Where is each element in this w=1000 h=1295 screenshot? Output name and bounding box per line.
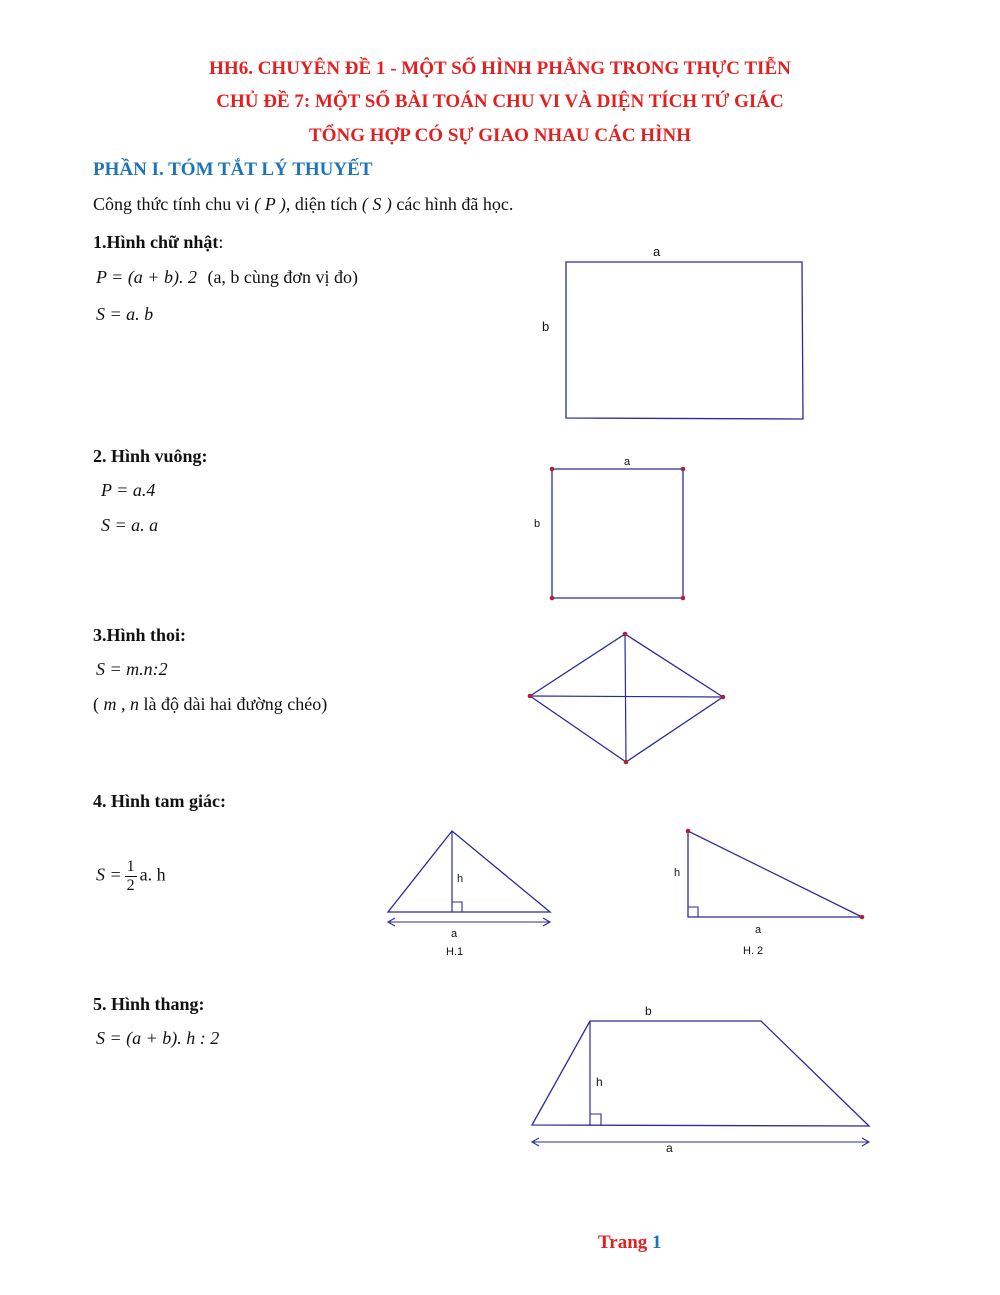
fraction-numerator: 1 — [126, 858, 135, 875]
document-title-line1: HH6. CHUYÊN ĐỀ 1 - MỘT SỐ HÌNH PHẲNG TRONG THỰC TIỄN — [209, 58, 791, 79]
triangle2-label-h: h — [674, 867, 681, 879]
triangle-heading: 4. Hình tam giác: — [93, 791, 226, 811]
page-footer — [598, 1232, 662, 1254]
triangle-area-left: S = — [96, 864, 122, 885]
triangle2-vertex-dot — [686, 829, 691, 834]
rhombus-diagonal-m — [530, 696, 723, 697]
square-figure — [534, 456, 685, 600]
rhombus-vertex-dot — [721, 695, 726, 700]
rhombus-note-rest: là độ dài hai đường chéo) — [143, 694, 328, 714]
rectangle-label-a: a — [653, 244, 661, 259]
triangle1-label-a: a — [451, 928, 458, 940]
rhombus-area-formula: S = m.n:2 — [96, 659, 168, 679]
rhombus-figure — [528, 632, 726, 765]
footer-page-number: 1 — [652, 1232, 662, 1253]
rhombus-note-open: ( — [93, 694, 99, 714]
right-angle-mark — [688, 907, 698, 917]
triangle2-label-a: a — [755, 924, 762, 936]
rhombus-shape — [530, 634, 723, 762]
rectangle-area-formula: S = a. b — [96, 304, 154, 324]
triangle1-label-h: h — [457, 873, 464, 885]
rectangle-label-b: b — [542, 319, 550, 334]
triangle1-caption: H.1 — [446, 946, 464, 958]
rectangle-heading-text: 1.Hình chữ nhật — [93, 232, 219, 252]
footer-page-word: Trang — [598, 1232, 648, 1253]
square-area-formula: S = a. a — [101, 515, 159, 535]
square-vertex-dot — [681, 596, 686, 601]
section-heading: PHẦN I. TÓM TẮT LÝ THUYẾT — [93, 159, 373, 180]
square-heading: 2. Hình vuông: — [93, 446, 208, 466]
fraction-denominator: 2 — [126, 877, 135, 894]
trapezoid-area-formula: S = (a + b). h : 2 — [96, 1028, 220, 1048]
square-label-b: b — [534, 518, 541, 530]
trapezoid-label-a: a — [666, 1141, 673, 1155]
square-vertex-dot — [681, 467, 686, 472]
document-title-line2: CHỦ ĐỀ 7: MỘT SỐ BÀI TOÁN CHU VI VÀ DIỆN TÍCH TỨ GIÁC — [216, 91, 784, 112]
intro-text-b: , diện tích — [285, 194, 358, 214]
rectangle-perimeter-note: (a, b cùng đơn vị đo) — [207, 267, 358, 287]
rectangle-heading-colon: : — [218, 232, 224, 252]
document-title-line3: TỔNG HỢP CÓ SỰ GIAO NHAU CÁC HÌNH — [309, 125, 691, 146]
trapezoid-label-h: h — [596, 1075, 603, 1089]
fraction-one-half — [125, 858, 137, 895]
triangle-figure-2 — [674, 829, 864, 957]
intro-p-symbol: ( P ) — [254, 194, 286, 214]
square-perimeter-formula: P = a.4 — [101, 480, 156, 500]
square-label-a: a — [624, 456, 631, 468]
intro-s-symbol: ( S ) — [361, 194, 392, 214]
right-angle-mark — [452, 902, 462, 912]
rectangle-shape — [566, 262, 803, 419]
rectangle-figure — [542, 244, 803, 419]
triangle-figure-1 — [388, 831, 550, 958]
intro-text-c: các hình đã học. — [396, 194, 514, 214]
triangle1-shape — [388, 831, 550, 912]
right-angle-mark — [590, 1114, 601, 1125]
square-vertex-dot — [550, 467, 555, 472]
triangle-area-formula — [96, 858, 166, 895]
rectangle-perimeter-expr: P = (a + b). 2 — [96, 267, 197, 287]
triangle-area-right: a. h — [139, 864, 166, 885]
triangle2-shape — [688, 831, 862, 917]
rhombus-note — [93, 694, 327, 715]
square-shape — [552, 469, 683, 598]
rhombus-diagonal-n — [625, 634, 626, 762]
square-vertex-dot — [550, 596, 555, 601]
rhombus-vertex-dot — [528, 694, 533, 699]
rhombus-vertex-dot — [623, 632, 628, 637]
trapezoid-shape — [532, 1021, 869, 1126]
intro-text-a: Công thức tính chu vi — [93, 194, 250, 214]
triangle2-caption: H. 2 — [743, 945, 764, 957]
trapezoid-label-b: b — [645, 1004, 652, 1018]
rhombus-vertex-dot — [624, 760, 629, 765]
rhombus-note-vars: m , n — [103, 694, 139, 714]
trapezoid-figure — [532, 1004, 869, 1155]
triangle2-vertex-dot — [860, 915, 865, 920]
trapezoid-heading: 5. Hình thang: — [93, 994, 205, 1014]
rhombus-heading: 3.Hình thoi: — [93, 625, 187, 645]
